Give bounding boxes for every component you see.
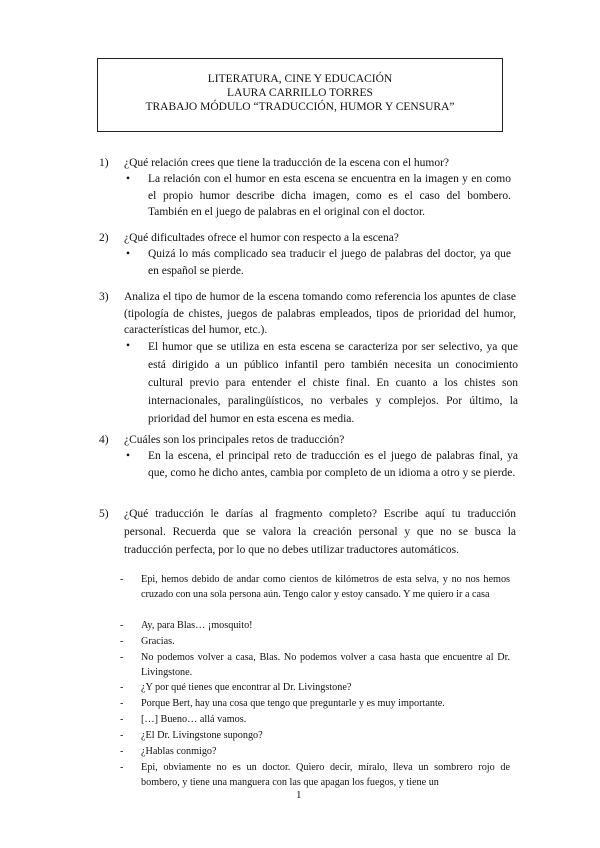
dialogue-text: No podemos volver a casa, Blas. No podemos volver a casa hasta que encuentre al Dr. Livingstone.: [141, 652, 510, 678]
bullet-icon: •: [126, 450, 131, 462]
answer-text: En la escena, el principal reto de traducción es el juego de palabras final, ya que, como he dicho antes, cambia por completo de un idioma a otro y se pierde.: [148, 450, 518, 479]
dash-marker: -: [120, 746, 124, 757]
dash-marker: -: [120, 698, 124, 709]
page-number: 1: [296, 789, 302, 801]
question-number: 5): [99, 508, 109, 520]
dialogue-text: ¿Hablas conmigo?: [141, 746, 217, 757]
dash-marker: -: [120, 714, 124, 725]
answer-text: La relación con el humor en esta escena se encuentra en la imagen y en como el propio humor describe dicha imagen, como es el caso del bombero. También en el juego de palabras en el original con el doctor.: [148, 173, 511, 218]
dialogue-text: Porque Bert, hay una cosa que tengo que preguntarle y es muy importante.: [141, 698, 445, 709]
bullet-icon: •: [126, 173, 131, 185]
dash-marker: -: [120, 620, 124, 631]
dialogue-text: Ay, para Blas… ¡mosquito!: [141, 620, 253, 631]
dialogue-text: Epi, obviamente no es un doctor. Quiero decir, míralo, lleva un sombrero rojo de bombero, y tiene una manguera con las que apagan los fuegos, y tiene un: [141, 762, 510, 788]
question-text: ¿Qué dificultades ofrece el humor con respecto a la escena?: [124, 232, 399, 244]
dialogue-text: ¿El Dr. Livingstone supongo?: [141, 730, 263, 741]
dash-marker: -: [120, 574, 124, 585]
dialogue-text: Gracias.: [141, 636, 175, 647]
dash-marker: -: [120, 762, 124, 773]
question-number: 4): [99, 434, 109, 446]
dash-marker: -: [120, 682, 124, 693]
bullet-icon: •: [126, 340, 131, 352]
dialogue-text: ¿Y por qué tienes que encontrar al Dr. Livingstone?: [141, 682, 352, 693]
dialogue-text: Epi, hemos debido de andar como cientos de kilómetros de esta selva, y no nos hemos cruzado con una sola persona aún. Tengo calor y estoy cansado. Y me quiero ir a casa: [141, 574, 510, 600]
dash-marker: -: [120, 730, 124, 741]
assignment-title: TRABAJO MÓDULO “TRADUCCIÓN, HUMOR Y CENSURA”: [145, 101, 455, 113]
title-box: [97, 58, 503, 132]
bullet-icon: •: [126, 248, 131, 260]
question-number: 3): [99, 291, 109, 303]
question-text: ¿Qué traducción le darías al fragmento completo? Escribe aquí tu traducción personal. Recuerda que se valora la creación personal y que no se busca la traducción perfecta, por lo que no debes utilizar traductores automáticos.: [124, 508, 516, 556]
question-number: 2): [99, 232, 109, 244]
author-name: LAURA CARRILLO TORRES: [227, 87, 373, 99]
course-title: LITERATURA, CINE Y EDUCACIÓN: [207, 73, 393, 85]
question-number: 1): [99, 157, 109, 169]
dialogue-text: […] Bueno… allá vamos.: [141, 714, 247, 725]
dash-marker: -: [120, 652, 124, 663]
answer-text: El humor que se utiliza en esta escena se caracteriza por ser selectivo, ya que está dirigido a un público infantil pero también necesita un conocimiento cultural previo para entender el chiste final. En cuanto a los chistes son internacionales, paralingüísticos, no verbales y complejos. Por último, la prioridad del humor en esta escena es media.: [148, 341, 518, 425]
question-text: Analiza el tipo de humor de la escena tomando como referencia los apuntes de clase (tipología de chistes, juegos de palabras empleados, tipos de prioridad del humor, características del humor, etc.).: [124, 291, 516, 336]
question-text: ¿Qué relación crees que tiene la traducción de la escena con el humor?: [124, 157, 450, 169]
question-text: ¿Cuáles son los principales retos de traducción?: [124, 434, 345, 446]
answer-text: Quizá lo más complicado sea traducir el juego de palabras del doctor, ya que en español se pierde.: [148, 248, 511, 277]
dash-marker: -: [120, 636, 124, 647]
